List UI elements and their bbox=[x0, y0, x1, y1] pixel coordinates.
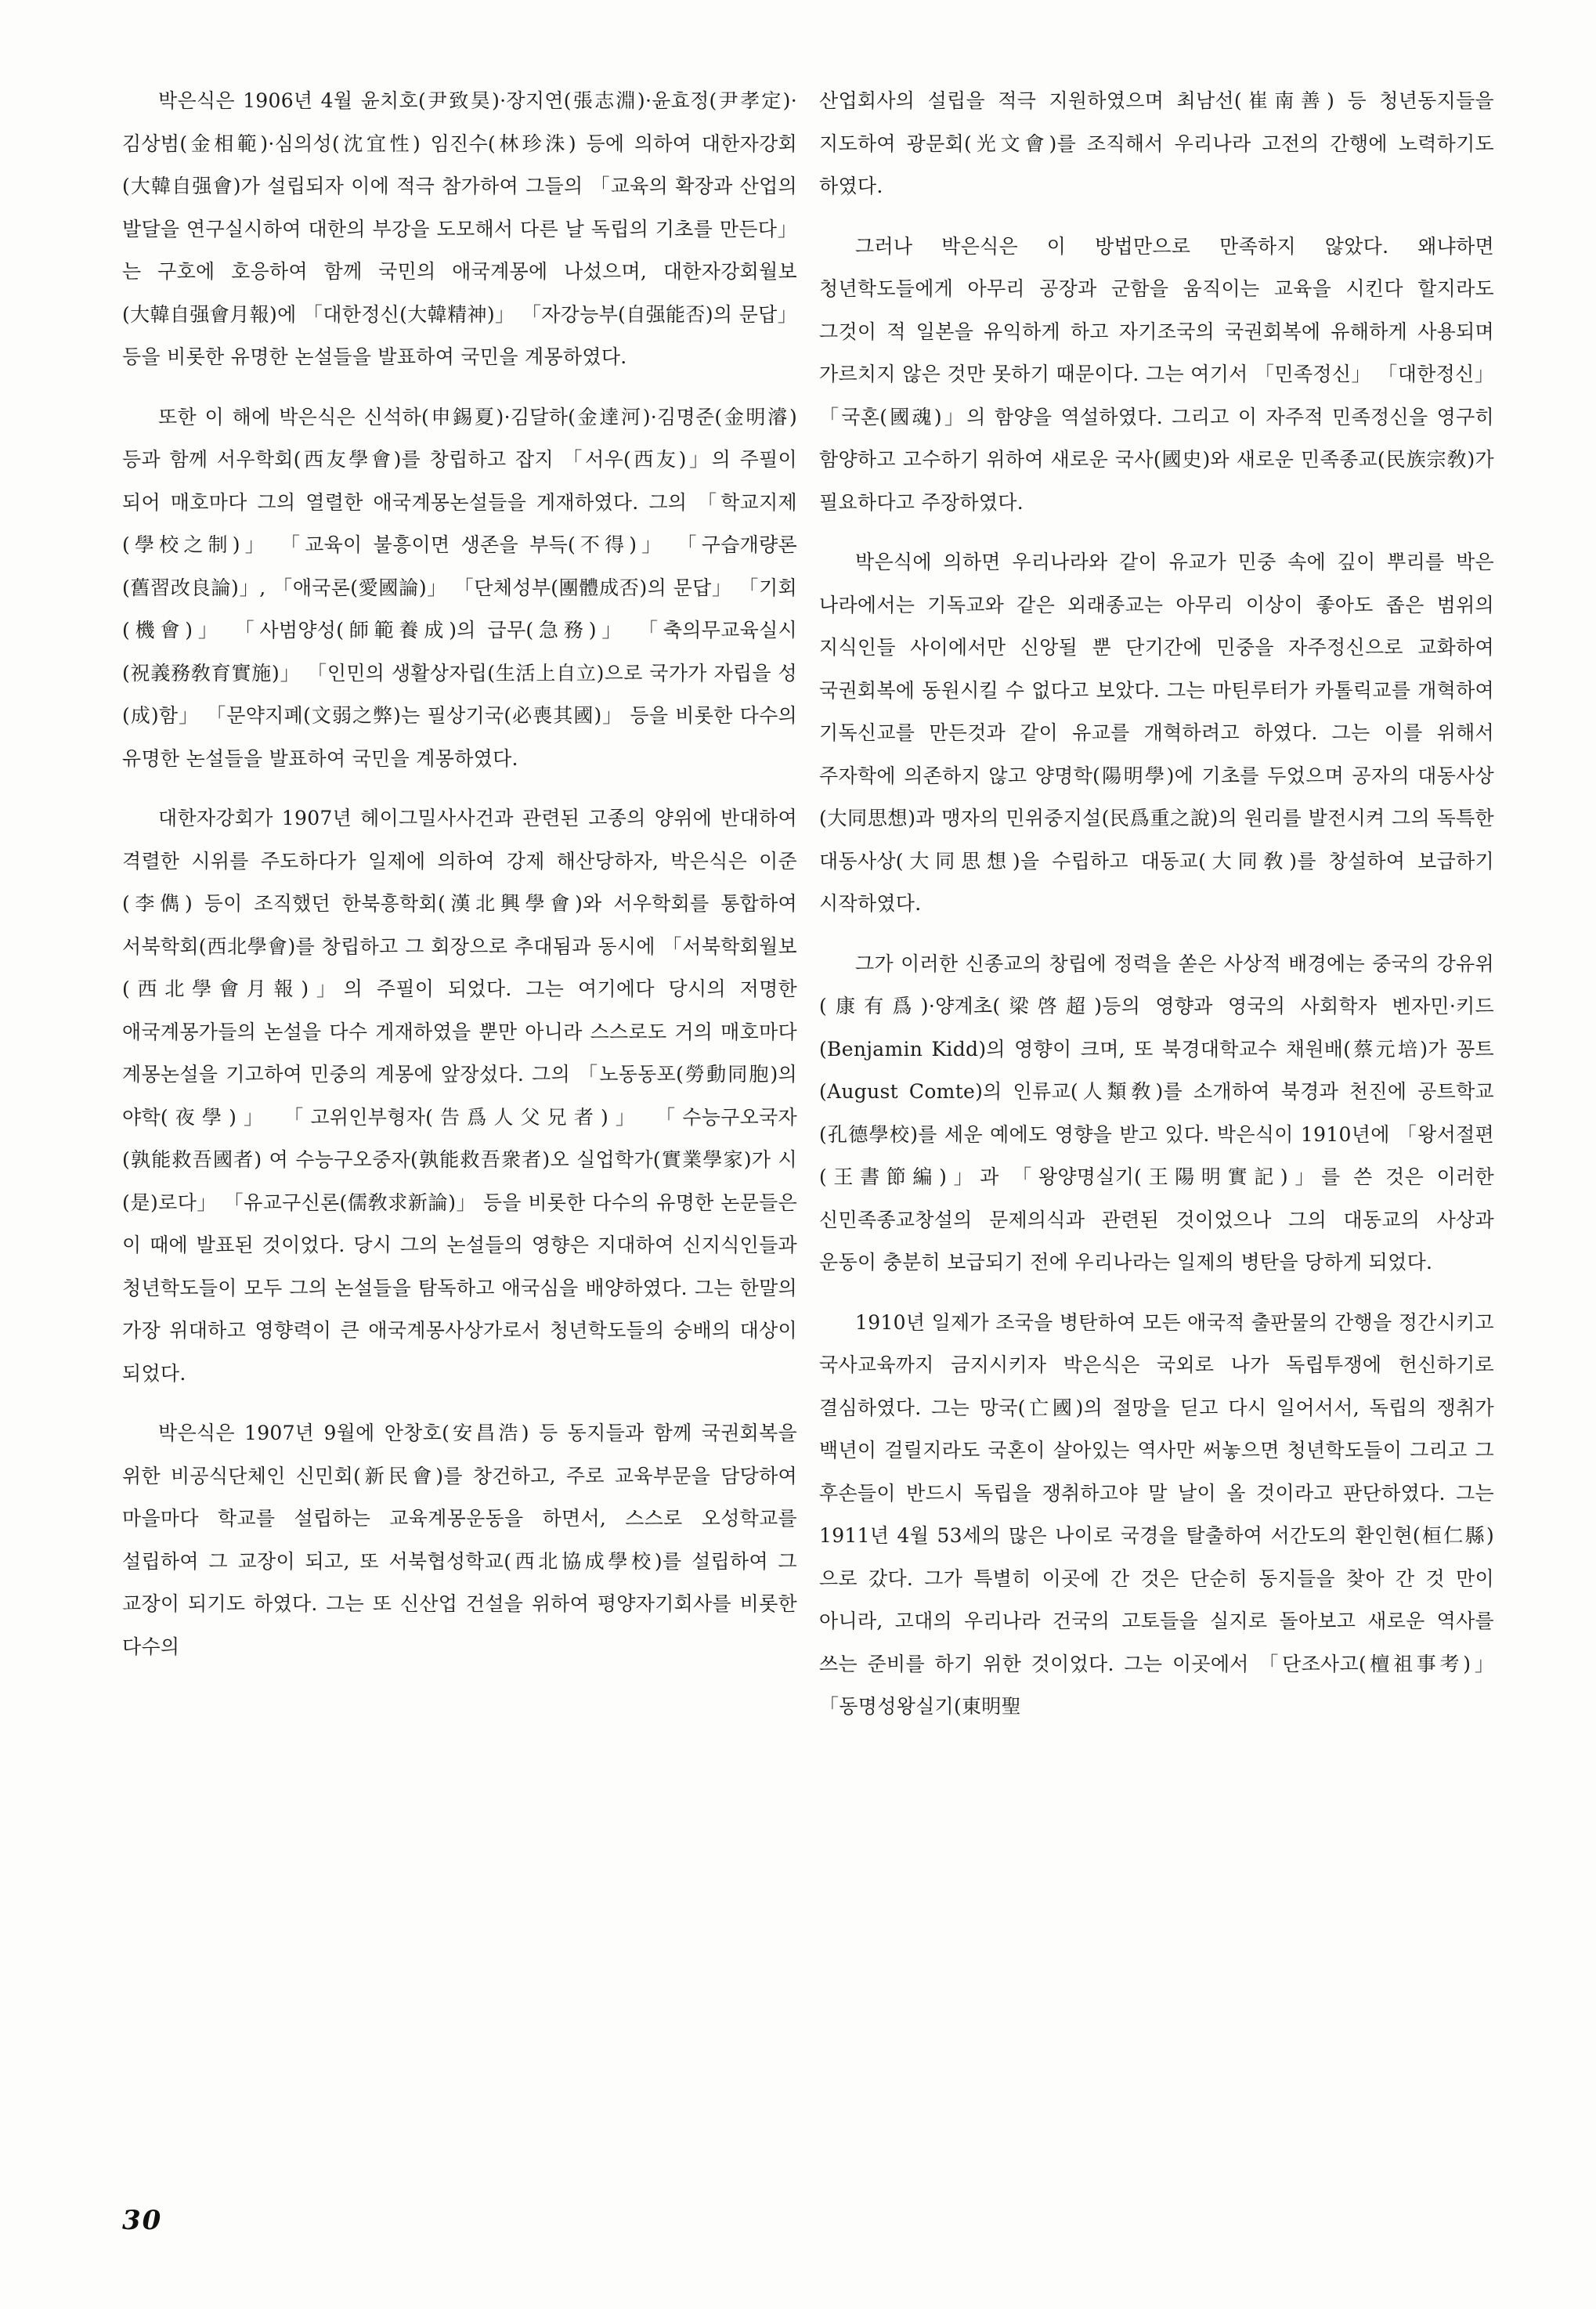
right-paragraph-2: 그러나 박은식은 이 방법만으로 만족하지 않았다. 왜냐하면 청년학도들에게 아무리 공장과 군함을 움직이는 교육을 시킨다 할지라도 그것이 적 일본을 유익하게 하고 자기조국의 국권회복에 유해하게 사용되며 가르치지 않은 것만 못하기 때문이다. 그는 여기서 「민족정신」 「대한정신」 「국혼(國魂)」의 함양을 역설하였다. 그리고 이 자주적 민족정신을 영구히 함양하고 고수하기 위하여 새로운 국사(國史)와 새로운 민족종교(民族宗敎)가 필요하다고 주장하였다. bbox=[819, 234, 1494, 514]
right-paragraph-5: 1910년 일제가 조국을 병탄하여 모든 애국적 출판물의 간행을 정간시키고 국사교육까지 금지시키자 박은식은 국외로 나가 독립투쟁에 헌신하기로 결심하였다. 그는 망국(亡國)의 절망을 딛고 다시 일어서서, 독립의 쟁취가 백년이 걸릴지라도 국혼이 살아있는 역사만 써놓으면 청년학도들이 그리고 그 후손들이 반드시 독립을 쟁취하고야 말 날이 올 것이라고 판단하였다. 그는 1911년 4월 53세의 많은 나이로 국경을 탈출하여 서간도의 환인현(桓仁縣)으로 갔다. 그가 특별히 이곳에 간 것은 단순히 동지들을 찾아 간 것 만이 아니라, 고대의 우리나라 건국의 고토들을 실지로 돌아보고 새로운 역사를 쓰는 준비를 하기 위한 것이었다. 그는 이곳에서 「단조사고(檀祖事考)」 「동명성왕실기(東明聖 bbox=[819, 1310, 1494, 1718]
left-paragraph-2: 또한 이 해에 박은식은 신석하(申錫夏)·김달하(金達河)·김명준(金明濬)등과 함께 서우학회(西友學會)를 창립하고 잡지 「서우(西友)」의 주필이 되어 매호마다 그의 열렬한 애국계몽논설들을 게재하였다. 그의 「학교지제(學校之制)」 「교육이 불흥이면 생존을 부득(不得)」 「구습개량론(舊習改良論)」, 「애국론(愛國論)」 「단체성부(團體成否)의 문답」 「기회(機會)」 「사범양성(師範養成)의 급무(急務)」 「축의무교육실시(祝義務敎育實施)」 「인민의 생활상자립(生活上自立)으로 국가가 자립을 성(成)함」 「문약지폐(文弱之弊)는 필상기국(必喪其國)」 등을 비롯한 다수의 유명한 논설들을 발표하여 국민을 계몽하였다. bbox=[122, 405, 797, 770]
left-column bbox=[122, 80, 797, 1686]
left-paragraph-1: 박은식은 1906년 4월 윤치호(尹致昊)·장지연(張志淵)·윤효정(尹孝定)·김상범(金相範)·심의성(沈宜性) 임진수(林珍洙) 등에 의하여 대한자강회(大韓自强會)가 설립되자 이에 적극 참가하여 그들의 「교육의 확장과 산업의 발달을 연구실시하여 대한의 부강을 도모해서 다른 날 독립의 기초를 만든다」는 구호에 호응하여 함께 국민의 애국계몽에 나섰으며, 대한자강회월보(大韓自强會月報)에 「대한정신(大韓精神)」 「자강능부(自强能否)의 문답」등을 비롯한 유명한 논설들을 발표하여 국민을 계몽하였다. bbox=[122, 89, 797, 368]
right-column bbox=[819, 80, 1494, 1746]
right-paragraph-4: 그가 이러한 신종교의 창립에 정력을 쏟은 사상적 배경에는 중국의 강유위(康有爲)·양계초(梁啓超)등의 영향과 영국의 사회학자 벤자민·키드(Benjamin Kidd)의 영향이 크며, 또 북경대학교수 채원배(蔡元培)가 꽁트(August Comte)의 인류교(人類敎)를 소개하여 북경과 천진에 공트학교(孔德學校)를 세운 예에도 영향을 받고 있다. 박은식이 1910년에 「왕서절편(王書節編)」과 「왕양명실기(王陽明實記)」를 쓴 것은 이러한 신민족종교창설의 문제의식과 관련된 것이었으나 그의 대동교의 사상과 운동이 충분히 보급되기 전에 우리나라는 일제의 병탄을 당하게 되었다. bbox=[819, 952, 1494, 1274]
left-paragraph-4: 박은식은 1907년 9월에 안창호(安昌浩) 등 동지들과 함께 국권회복을 위한 비공식단체인 신민회(新民會)를 창건하고, 주로 교육부문을 담당하여 마을마다 학교를 설립하는 교육계몽운동을 하면서, 스스로 오성학교를 설립하여 그 교장이 되고, 또 서북협성학교(西北協成學校)를 설립하여 그 교장이 되기도 하였다. 그는 또 신산업 건설을 위하여 평양자기회사를 비롯한 다수의 bbox=[122, 1422, 797, 1658]
page-number: 30 bbox=[122, 2205, 163, 2236]
right-paragraph-3: 박은식에 의하면 우리나라와 같이 유교가 민중 속에 깊이 뿌리를 박은 나라에서는 기독교와 같은 외래종교는 아무리 이상이 좋아도 좁은 범위의 지식인들 사이에서만 신앙될 뿐 단기간에 민중을 자주정신으로 교화하여 국권회복에 동원시킬 수 없다고 보았다. 그는 마틴루터가 카톨릭교를 개혁하여 기독신교를 만든것과 같이 유교를 개혁하려고 하였다. 그는 이를 위해서 주자학에 의존하지 않고 양명학(陽明學)에 기초를 두었으며 공자의 대동사상(大同思想)과 맹자의 민위중지설(民爲重之說)의 원리를 발전시켜 그의 독특한 대동사상(大同思想)을 수립하고 대동교(大同敎)를 창설하여 보급하기 시작하였다. bbox=[819, 551, 1494, 915]
right-paragraph-1: 산업회사의 설립을 적극 지원하였으며 최남선(崔南善) 등 청년동지들을 지도하여 광문회(光文會)를 조직해서 우리나라 고전의 간행에 노력하기도 하였다. bbox=[819, 89, 1494, 197]
left-paragraph-3: 대한자강회가 1907년 헤이그밀사사건과 관련된 고종의 양위에 반대하여 격렬한 시위를 주도하다가 일제에 의하여 강제 해산당하자, 박은식은 이준(李儁) 등이 조직했던 한북흥학회(漢北興學會)와 서우학회를 통합하여 서북학회(西北學會)를 창립하고 그 회장으로 추대됨과 동시에 「서북학회월보(西北學會月報)」의 주필이 되었다. 그는 여기에다 당시의 저명한 애국계몽가들의 논설을 다수 게재하였을 뿐만 아니라 스스로도 거의 매호마다 계몽논설을 기고하여 민중의 계몽에 앞장섰다. 그의 「노동동포(勞動同胞)의 야학(夜學)」 「고위인부형자(告爲人父兄者)」 「수능구오국자(孰能救吾國者) 여 수능구오중자(孰能救吾衆者)오 실업학가(實業學家)가 시(是)로다」 「유교구신론(儒敎求新論)」 등을 비롯한 다수의 유명한 논문들은 이 때에 발표된 것이었다. 당시 그의 논설들의 영향은 지대하여 신지식인들과 청년학도들이 모두 그의 논설들을 탐독하고 애국심을 배양하였다. 그는 한말의 가장 위대하고 영향력이 큰 애국계몽사상가로서 청년학도들의 숭배의 대상이 되었다. bbox=[122, 807, 797, 1385]
